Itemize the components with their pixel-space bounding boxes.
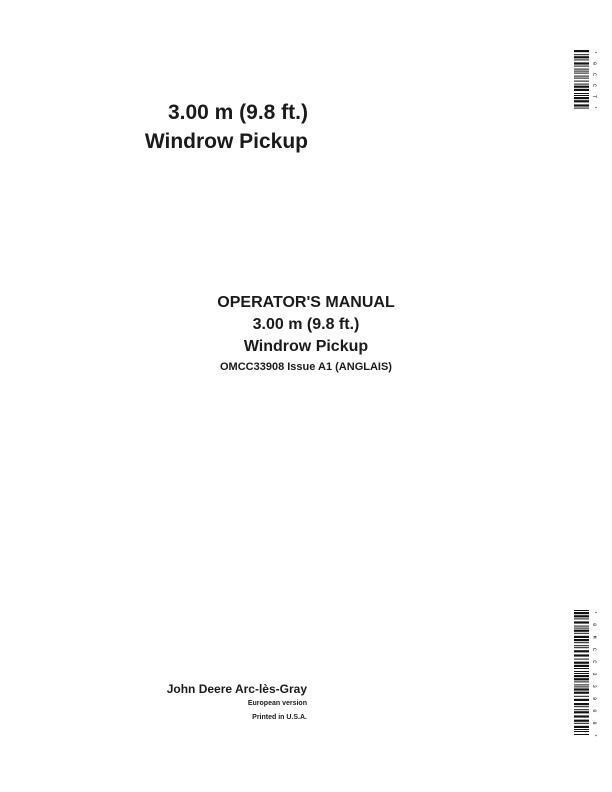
barcode-bar — [574, 86, 589, 88]
barcode-bar — [574, 636, 589, 638]
barcode-bar — [574, 715, 589, 717]
barcode-bar — [574, 610, 589, 611]
barcode-bar — [574, 615, 589, 617]
barcode-bar — [574, 56, 589, 58]
barcode-bar — [574, 645, 589, 646]
barcode-bar — [574, 76, 589, 77]
barcode-bar — [574, 684, 589, 685]
barcode-bar — [574, 686, 589, 687]
barcode-bar — [574, 675, 589, 677]
barcode-caption: * 0 M C C 3 3 9 0 8 * — [591, 611, 597, 737]
barcode-bar — [574, 673, 589, 674]
manual-code: OMCC33908 Issue A1 (ANGLAIS) — [220, 361, 392, 373]
barcode-bar — [574, 100, 589, 102]
barcode-bar — [574, 650, 589, 652]
barcode-bar — [574, 95, 589, 96]
barcode-caption: * 0 C C T * — [591, 51, 597, 109]
barcode-bar — [574, 66, 589, 67]
barcode-bar — [574, 84, 589, 85]
barcode-bar — [574, 720, 589, 722]
barcode-bar — [574, 71, 589, 72]
publisher-block — [100, 681, 307, 725]
manual-heading-block — [156, 292, 456, 376]
barcode-bar — [574, 108, 589, 109]
barcode-bar — [574, 731, 589, 732]
barcode-bar — [574, 89, 589, 91]
barcode-bar — [574, 59, 589, 60]
manual-size: 3.00 m (9.8 ft.) — [252, 316, 360, 333]
barcode-bar — [574, 688, 589, 690]
barcode-bar — [574, 659, 589, 660]
barcode-bar — [574, 93, 589, 94]
barcode-bar — [574, 621, 589, 623]
publisher-name: John Deere Arc-lès-Gray — [166, 682, 307, 696]
barcode-bar — [574, 628, 589, 629]
barcode-bar — [574, 711, 589, 713]
barcode-bar — [574, 726, 589, 728]
barcode-bar — [574, 692, 589, 694]
barcode-bar — [574, 662, 589, 664]
barcode-bar — [574, 681, 589, 682]
barcode-bar — [574, 639, 589, 641]
bottom-barcode-graphic — [574, 610, 598, 738]
barcode-bar — [574, 696, 589, 697]
barcode-bar — [574, 50, 589, 52]
top-barcode-graphic — [574, 50, 598, 110]
barcode-bar — [574, 618, 589, 619]
barcode-bar — [574, 703, 589, 705]
barcode-bar — [574, 671, 589, 672]
barcode-bar — [574, 706, 589, 707]
barcode-bar — [574, 104, 589, 106]
barcode-bar — [574, 626, 589, 627]
title-line-2: Windrow Pickup — [144, 130, 308, 153]
barcode-bar — [574, 73, 589, 74]
barcode-bar — [574, 709, 589, 710]
barcode-bar — [574, 81, 589, 82]
barcode-bar — [574, 62, 589, 64]
barcode-bar — [574, 633, 589, 634]
barcode-bar — [574, 78, 589, 79]
barcode-bar — [574, 678, 589, 680]
barcode-bar — [574, 69, 589, 70]
barcode-bar — [574, 97, 589, 99]
printed-location: Printed in U.S.A. — [252, 714, 307, 721]
barcode-bar — [574, 668, 589, 669]
title-line-1: 3.00 m (9.8 ft.) — [167, 101, 308, 124]
barcode-bar — [574, 729, 589, 730]
barcode-bar — [574, 630, 589, 632]
barcode-bar — [574, 612, 589, 614]
barcode-bar — [574, 654, 589, 656]
manual-product: Windrow Pickup — [243, 338, 369, 355]
barcode-bar — [574, 642, 589, 643]
bottom-barcode — [574, 610, 598, 738]
barcode-bar — [574, 699, 589, 701]
barcode-bar — [574, 647, 589, 648]
barcode-bar — [574, 723, 589, 724]
edition-version: European version — [247, 700, 307, 707]
title-block — [110, 98, 308, 156]
barcode-bar — [574, 54, 589, 55]
barcode-bar — [574, 665, 589, 667]
barcode-bar — [574, 734, 589, 735]
top-barcode — [574, 50, 598, 110]
manual-heading: OPERATOR'S MANUAL — [217, 294, 395, 311]
